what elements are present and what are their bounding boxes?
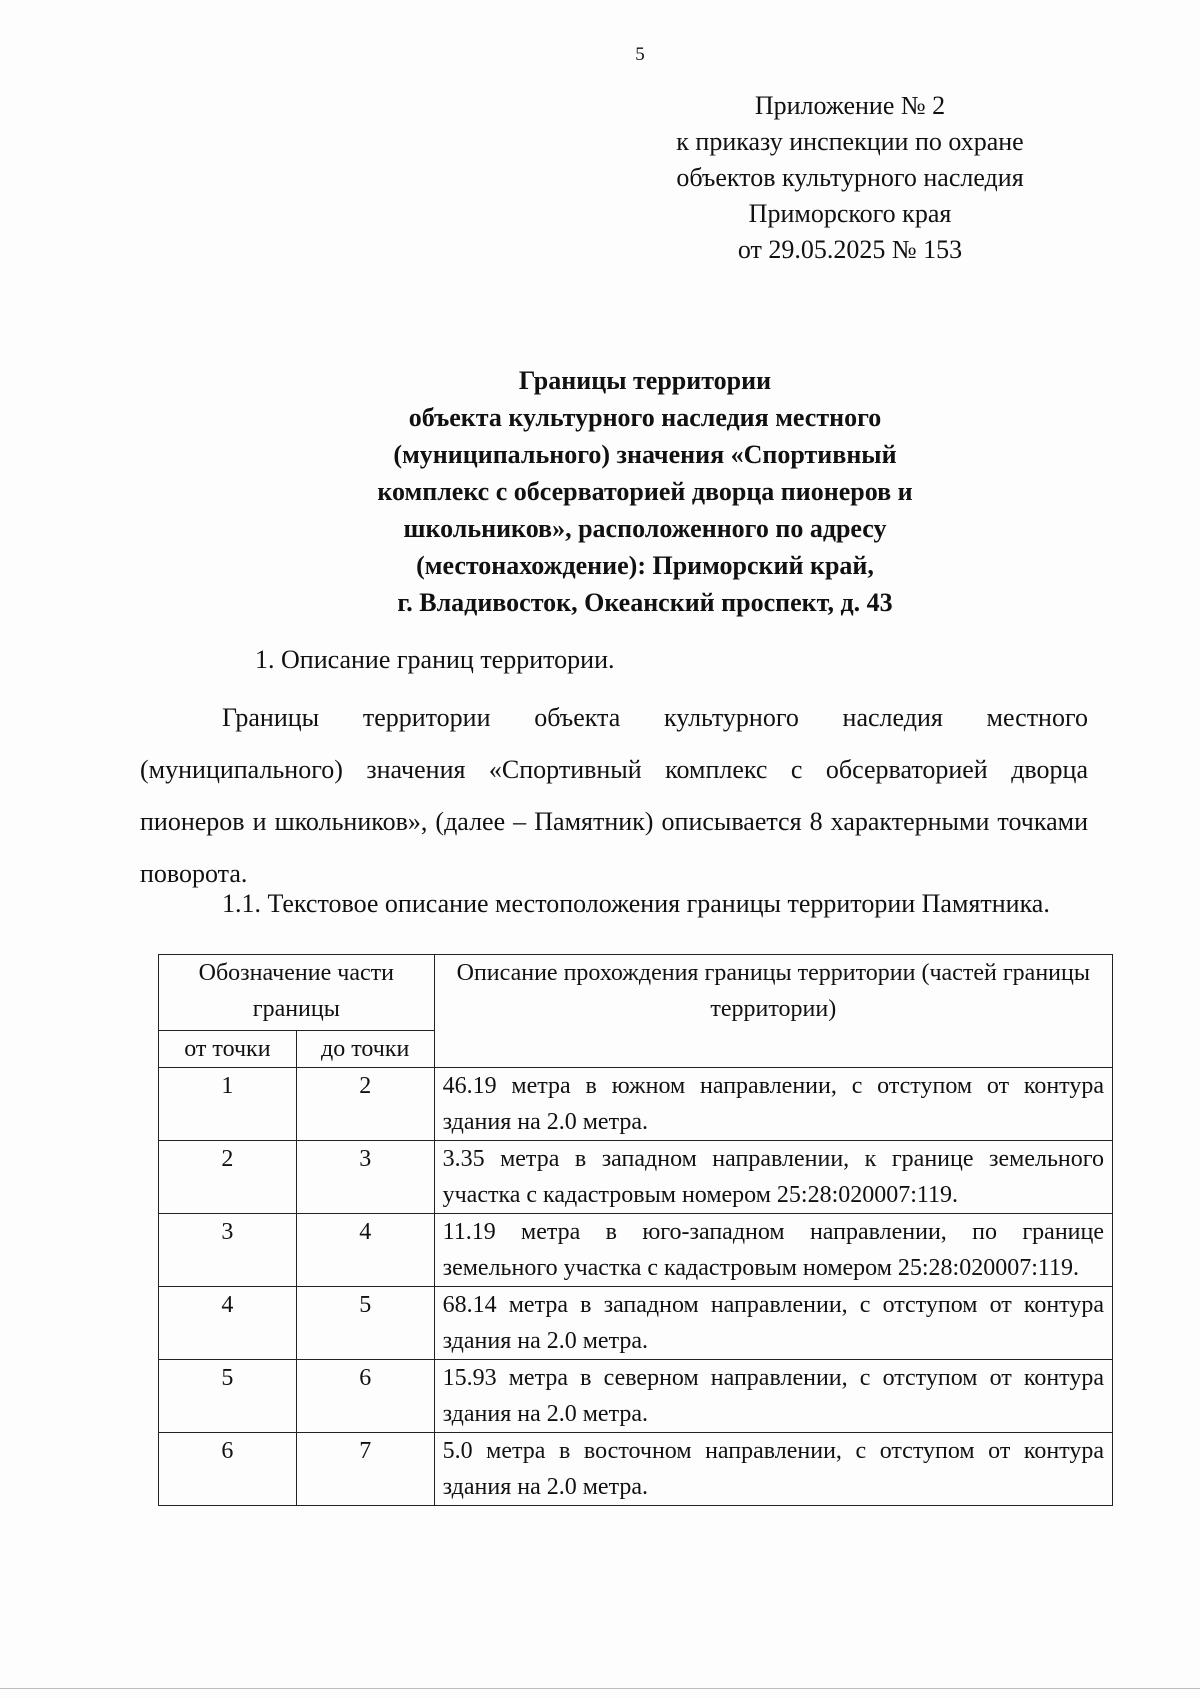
appendix-block — [640, 88, 1060, 268]
header-boundary-part: Обозначение части границы — [159, 955, 435, 1031]
title-line: школьников», расположенного по адресу — [403, 514, 887, 543]
description-cell: 5.0 метра в восточном направлении, с отступом от контура здания на 2.0 метра. — [434, 1433, 1112, 1506]
appendix-line: Приморского края — [748, 199, 952, 228]
title-line: г. Владивосток, Океанский проспект, д. 43 — [397, 588, 893, 617]
page-bottom-rule — [0, 1688, 1200, 1689]
from-point-cell: 5 — [159, 1360, 297, 1433]
from-point-cell: 4 — [159, 1287, 297, 1360]
body-paragraph: Границы территории объекта культурного наследия местного (муниципального) значения «Спортивный комплекс с обсерваторией дворца пионеров и школьников», (далее – Памятник) описывается 8 характерными точками поворота. — [140, 703, 1088, 888]
boundary-table — [158, 954, 1113, 1506]
table-row — [159, 1287, 1113, 1360]
title-line: Границы территории — [518, 366, 772, 395]
description-cell: 68.14 метра в западном направлении, с отступом от контура здания на 2.0 метра. — [434, 1287, 1112, 1360]
title-line: (муниципального) значения «Спортивный — [393, 440, 897, 469]
header-from-point: от точки — [159, 1031, 297, 1068]
subsection-heading: 1.1. Текстовое описание местоположения границы территории Памятника. — [222, 889, 1050, 918]
appendix-line: объектов культурного наследия — [676, 163, 1024, 192]
to-point-cell: 6 — [296, 1360, 434, 1433]
appendix-line: Приложение № 2 — [754, 91, 946, 120]
to-point-cell: 2 — [296, 1068, 434, 1141]
to-point-cell: 5 — [296, 1287, 434, 1360]
table-row — [159, 1068, 1113, 1141]
description-cell: 15.93 метра в северном направлении, с отступом от контура здания на 2.0 метра. — [434, 1360, 1112, 1433]
title-line: объекта культурного наследия местного — [408, 403, 882, 432]
section-heading: 1. Описание границ территории. — [255, 645, 615, 674]
table-row — [159, 1360, 1113, 1433]
header-description: Описание прохождения границы территории (частей границы территории) — [434, 955, 1112, 1068]
from-point-cell: 1 — [159, 1068, 297, 1141]
from-point-cell: 3 — [159, 1214, 297, 1287]
table-row — [159, 1433, 1113, 1506]
header-to-point: до точки — [296, 1031, 434, 1068]
title-line: комплекс с обсерваторией дворца пионеров и — [377, 477, 913, 506]
document-title — [250, 362, 1040, 621]
to-point-cell: 3 — [296, 1141, 434, 1214]
appendix-line: от 29.05.2025 № 153 — [737, 235, 963, 264]
from-point-cell: 6 — [159, 1433, 297, 1506]
description-cell: 3.35 метра в западном направлении, к границе земельного участка с кадастровым номером 25:28:020007:119. — [434, 1141, 1112, 1214]
to-point-cell: 4 — [296, 1214, 434, 1287]
description-cell: 46.19 метра в южном направлении, с отступом от контура здания на 2.0 метра. — [434, 1068, 1112, 1141]
title-line: (местонахождение): Приморский край, — [416, 551, 874, 580]
appendix-line: к приказу инспекции по охране — [676, 127, 1024, 156]
table-row — [159, 1141, 1113, 1214]
table-row — [159, 1214, 1113, 1287]
description-cell: 11.19 метра в юго-западном направлении, по границе земельного участка с кадастровым номером 25:28:020007:119. — [434, 1214, 1112, 1287]
page-number: 5 — [635, 44, 645, 65]
from-point-cell: 2 — [159, 1141, 297, 1214]
to-point-cell: 7 — [296, 1433, 434, 1506]
